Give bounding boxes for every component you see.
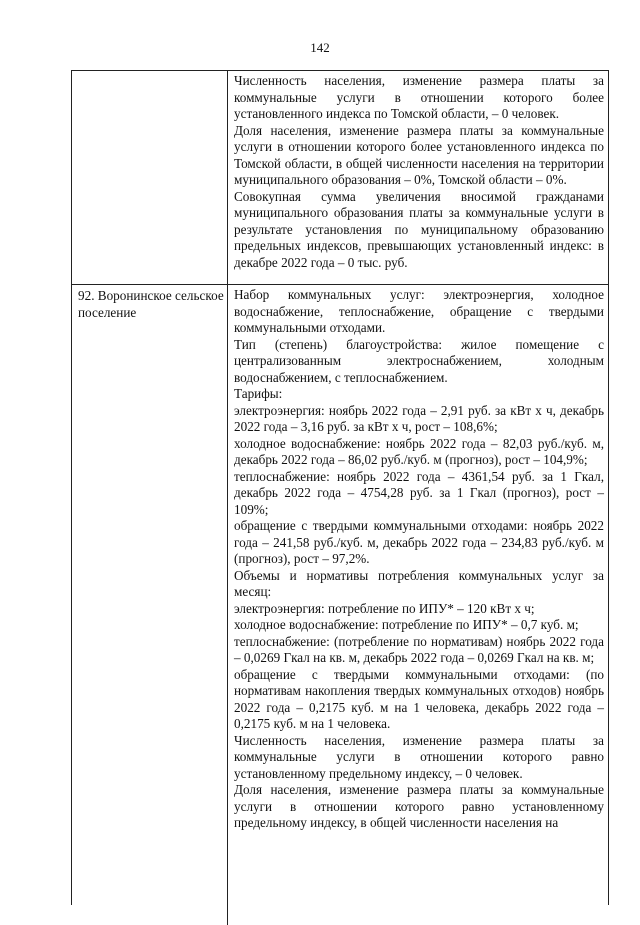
paragraph: Тип (степень) благоустройства: жилое помещение с централизованным электроснабжением, холодным водоснабжением, с теплоснабжением. xyxy=(234,336,604,385)
table-row xyxy=(72,285,608,925)
paragraph: Совокупная сумма увеличения вносимой гражданами муниципального образования платы за коммунальные услуги в результате установления по муниципальному образованию предельных индексов, превышающих установленный индекс: в декабре 2022 года – 0 тыс. руб. xyxy=(234,188,604,270)
paragraph: теплоснабжение: ноябрь 2022 года – 4361,54 руб. за 1 Гкал, декабрь 2022 года – 4754,28 руб. за 1 Гкал (прогноз), рост – 109%; xyxy=(234,468,604,517)
description-cell xyxy=(228,71,608,271)
paragraph: теплоснабжение: (потребление по нормативам) ноябрь 2022 года – 0,0269 Гкал на кв. м, декабрь 2022 года – 0,0269 Гкал на кв. м; xyxy=(234,633,604,665)
municipality-name: 92. Воронинское сельское поселение xyxy=(78,288,224,320)
paragraph: Набор коммунальных услуг: электроэнергия, холодное водоснабжение, теплоснабжение, обращение с твердыми коммунальными отходами. xyxy=(234,287,604,335)
municipality-cell xyxy=(72,71,228,284)
paragraph: Численность населения, изменение размера платы за коммунальные услуги в отношении которого более установленного индекса по Томской области, – 0 человек. xyxy=(234,73,604,121)
paragraph: Объемы и нормативы потребления коммунальных услуг за месяц: xyxy=(234,567,604,599)
paragraph: Доля населения, изменение размера платы за коммунальные услуги в отношении которого более установленного индекса по Томской области, в общей численности населения на территории муниципального образования – 0%, Томской области – 0%. xyxy=(234,122,604,187)
paragraph: электроэнергия: ноябрь 2022 года – 2,91 руб. за кВт х ч, декабрь 2022 года – 3,16 руб. за кВт х ч, рост – 108,6%; xyxy=(234,402,604,434)
page-number: 142 xyxy=(310,40,330,55)
municipal-data-table xyxy=(71,70,609,905)
paragraph: холодное водоснабжение: ноябрь 2022 года – 82,03 руб./куб. м, декабрь 2022 года – 86,02 руб./куб. м (прогноз), рост – 104,9%; xyxy=(234,435,604,467)
municipality-cell xyxy=(72,285,228,925)
paragraph: обращение с твердыми коммунальными отходами: (по нормативам накопления твердых коммунальных отходов) ноябрь 2022 года – 0,2175 куб. м на 1 человека, декабрь 2022 года – 0,2175 куб. м на 1 человека. xyxy=(234,666,604,731)
description-cell xyxy=(228,285,608,832)
paragraph: Тарифы: xyxy=(234,386,283,401)
paragraph: Численность населения, изменение размера платы за коммунальные услуги в отношении которого равно установленному предельному индексу, – 0 человек. xyxy=(234,732,604,781)
paragraph: Доля населения, изменение размера платы за коммунальные услуги в отношении которого равно установленному предельному индексу, в общей численности населения на xyxy=(234,782,604,830)
paragraph: электроэнергия: потребление по ИПУ* – 120 кВт х ч; xyxy=(234,600,535,616)
paragraph: холодное водоснабжение: потребление по ИПУ* – 0,7 куб. м; xyxy=(234,617,579,632)
paragraph: обращение с твердыми коммунальными отходами: ноябрь 2022 года – 241,58 руб./куб. м, декабрь 2022 года – 234,83 руб./куб. м (прогноз), рост – 97,2%. xyxy=(234,518,604,566)
table-row xyxy=(72,71,608,285)
